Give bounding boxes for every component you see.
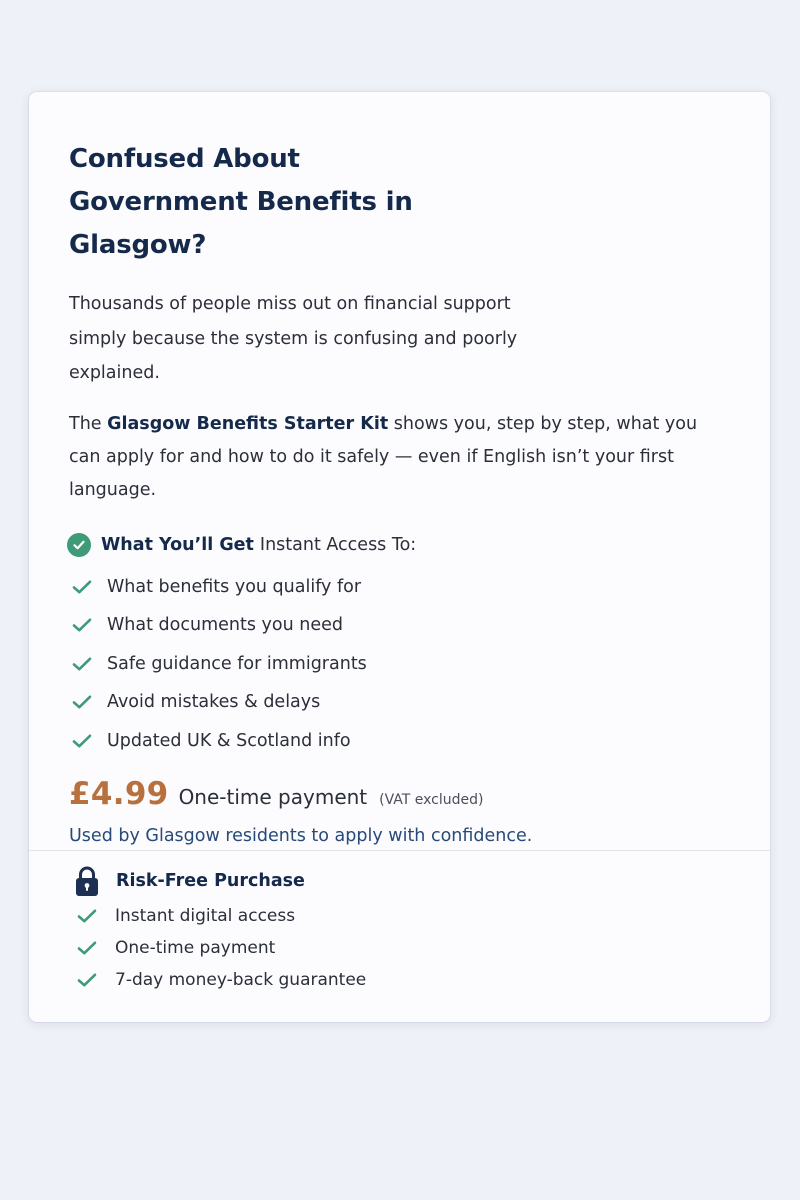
list-item bbox=[69, 568, 730, 607]
feature-label: What benefits you qualify for bbox=[107, 576, 362, 597]
lock-icon bbox=[73, 864, 101, 898]
feature-label: Updated UK & Scotland info bbox=[107, 730, 351, 751]
list-item bbox=[69, 645, 730, 684]
list-item bbox=[69, 722, 730, 761]
price: £4.99 bbox=[69, 776, 169, 812]
offer-card bbox=[29, 92, 770, 1022]
product-description bbox=[69, 408, 709, 507]
check-icon bbox=[76, 939, 98, 957]
features-heading-rest: Instant Access To: bbox=[259, 534, 417, 555]
intro-text: Thousands of people miss out on financial support simply because the system is confusing and poorly explained. bbox=[69, 294, 518, 383]
guarantee-list bbox=[73, 900, 730, 996]
guarantee-heading bbox=[73, 862, 730, 900]
list-item bbox=[69, 606, 730, 645]
price-label: One-time payment bbox=[178, 785, 368, 809]
description-suffix: shows you, step by step, what you can apply for and how to do it safely — even if English isn’t your first language. bbox=[69, 413, 698, 500]
check-icon bbox=[71, 578, 93, 596]
check-icon bbox=[76, 907, 98, 925]
list-item bbox=[69, 683, 730, 722]
list-item bbox=[73, 900, 730, 932]
feature-label: What documents you need bbox=[107, 615, 343, 636]
guarantee-section bbox=[73, 862, 730, 996]
page-title: Confused About Government Benefits in Glasgow? bbox=[69, 144, 413, 260]
description-prefix: The bbox=[69, 413, 108, 434]
features-heading-bold: What You’ll Get bbox=[101, 534, 254, 555]
guarantee-item-label: 7-day money-back guarantee bbox=[115, 970, 367, 990]
features-list bbox=[69, 568, 730, 761]
product-name: Glasgow Benefits Starter Kit bbox=[107, 413, 389, 434]
guarantee-item-label: Instant digital access bbox=[115, 906, 296, 926]
check-icon bbox=[76, 971, 98, 989]
feature-label: Avoid mistakes & delays bbox=[107, 692, 321, 713]
list-item bbox=[73, 964, 730, 996]
offer-main bbox=[29, 92, 770, 846]
check-circle-icon bbox=[67, 533, 91, 557]
check-icon bbox=[71, 693, 93, 711]
feature-label: Safe guidance for immigrants bbox=[107, 653, 367, 674]
guarantee-title: Risk-Free Purchase bbox=[116, 871, 305, 891]
price-row bbox=[69, 776, 730, 812]
check-icon bbox=[71, 655, 93, 673]
social-proof: Used by Glasgow residents to apply with confidence. bbox=[69, 826, 533, 846]
guarantee-item-label: One-time payment bbox=[115, 938, 276, 958]
vat-note: (VAT excluded) bbox=[379, 792, 484, 808]
divider bbox=[29, 850, 770, 851]
check-icon bbox=[71, 732, 93, 750]
check-icon bbox=[71, 616, 93, 634]
list-item bbox=[73, 932, 730, 964]
features-heading bbox=[69, 530, 730, 560]
